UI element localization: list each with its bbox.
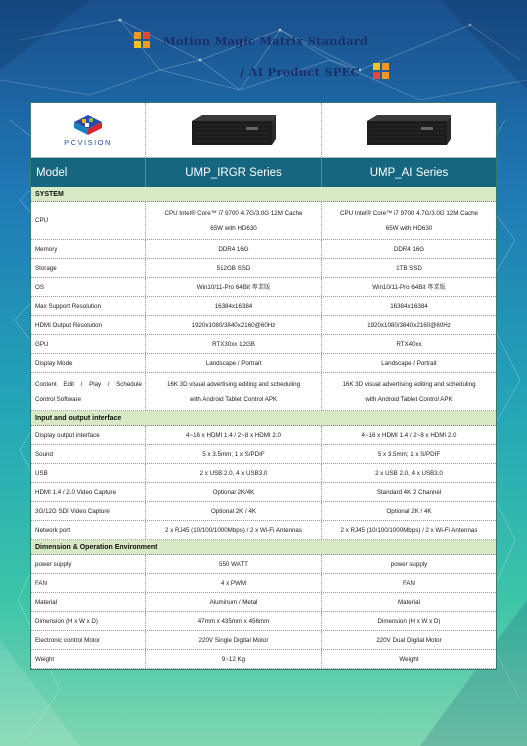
row-label — [31, 278, 146, 296]
row-label — [31, 574, 146, 592]
irgr-value — [146, 373, 322, 410]
irgr-value-line: Optional 2K/4K — [212, 488, 255, 496]
ai-value-line: 16K 3D visual advertising editing and scheduling — [342, 380, 476, 388]
irgr-value-line: Optional 2K / 4K — [210, 507, 257, 515]
row-label-line: USB — [35, 469, 48, 477]
ai-value-line: 1TB SSD — [396, 264, 422, 272]
table-row — [31, 593, 496, 612]
table-row — [31, 650, 496, 669]
ai-value-line: Optional 2K / 4K — [386, 507, 432, 515]
ai-value-line: 5 x 3.5mm; 1 x S/PDIF — [377, 450, 441, 458]
ai-value — [322, 373, 496, 410]
ai-value — [322, 297, 496, 315]
brand-logo-cell — [31, 103, 146, 157]
ai-value-line: RTX40xx — [396, 340, 422, 348]
ai-value — [322, 464, 496, 482]
row-label — [31, 650, 146, 668]
ai-value — [322, 240, 496, 258]
ai-value-line: FAN — [402, 579, 416, 587]
ai-value — [322, 574, 496, 592]
row-label — [31, 259, 146, 277]
ai-value-line: 220V Dual Digital Motor — [376, 636, 442, 644]
brand-logo-text: PCVISION — [64, 137, 112, 147]
irgr-value — [146, 593, 322, 611]
irgr-value — [146, 612, 322, 630]
section-rows — [31, 202, 496, 411]
product-image-ai — [322, 103, 496, 157]
irgr-value — [146, 240, 322, 258]
ai-value — [322, 426, 496, 444]
document-subtitle: / AI Product SPEC — [240, 65, 360, 79]
ai-value-line: Material — [397, 598, 420, 606]
column-header-irgr: UMP_IRGR Series — [146, 158, 322, 187]
row-label — [31, 354, 146, 372]
table-row — [31, 445, 496, 464]
row-label-line: FAN — [35, 579, 48, 587]
ai-value-line: Standard 4K 2 Channel — [376, 488, 442, 496]
ai-value-line: 16384x16384 — [390, 302, 428, 310]
product-image-irgr — [146, 103, 322, 157]
row-label-line: Content Edit / Play / Schedule — [35, 380, 142, 388]
irgr-value — [146, 335, 322, 353]
irgr-value — [146, 650, 322, 668]
irgr-value-line: 220V Single Digital Motor — [198, 636, 269, 644]
spec-table — [30, 102, 497, 670]
ai-value — [322, 202, 496, 239]
ai-value-line: 4~16 x HDMI 1.4 / 2~8 x HDMI 2.0 — [361, 431, 457, 439]
row-label-line: Storage — [35, 264, 57, 272]
irgr-value — [146, 502, 322, 520]
irgr-value-line: 47mm x 435mm x 456mm — [197, 617, 270, 625]
ai-value — [322, 354, 496, 372]
irgr-value — [146, 445, 322, 463]
ai-value — [322, 278, 496, 296]
row-label — [31, 464, 146, 482]
ai-value — [322, 445, 496, 463]
row-label — [31, 373, 146, 410]
row-label-line: OS — [35, 283, 44, 291]
section-header: Dimension & Operation Environment — [31, 540, 496, 555]
irgr-value-line: 5 x 3.5mm; 1 x S/PDIF — [202, 450, 265, 458]
table-row — [31, 335, 496, 354]
row-label-line: Electronic control Motor — [35, 636, 100, 644]
irgr-value-line: 16384x16384 — [214, 302, 253, 310]
row-label-line: Max Support Resolution — [35, 302, 102, 310]
irgr-value — [146, 574, 322, 592]
column-header-ai: UMP_AI Series — [369, 166, 449, 179]
table-row — [31, 259, 496, 278]
table-row — [31, 316, 496, 335]
irgr-value — [146, 426, 322, 444]
irgr-value-line: Win10/11-Pro 64Bit 專業版 — [196, 283, 271, 291]
ai-value-line: 2 x RJ45 (10/100/1000Mbps) / 2 x Wi-Fi Antennas — [340, 526, 478, 534]
ai-value — [322, 650, 496, 668]
ai-value-line: with Android Tablet Control APK — [365, 395, 453, 403]
ai-value-line: CPU Intel® Core™ i7 9700 4.7G/3.0G 12M Cache — [339, 209, 478, 217]
row-label-line: Display output interface — [35, 431, 100, 439]
row-label — [31, 555, 146, 573]
ai-value-line: Dimension (H x W x D) — [377, 617, 441, 625]
row-label — [31, 483, 146, 501]
row-label — [31, 521, 146, 539]
section-header: Input and output interface — [31, 411, 496, 426]
ai-value — [322, 612, 496, 630]
row-label — [31, 426, 146, 444]
ai-value-line: 1920x1080/3840x2160@60Hz — [367, 321, 451, 329]
irgr-value-line: Landscape / Portrait — [205, 359, 262, 367]
irgr-value-line: 9~12 Kg — [221, 655, 246, 663]
row-label — [31, 445, 146, 463]
row-label — [31, 202, 146, 239]
row-label-line: GPU — [35, 340, 49, 348]
ai-value — [322, 259, 496, 277]
row-label — [31, 297, 146, 315]
irgr-value — [146, 316, 322, 334]
table-row — [31, 631, 496, 650]
irgr-value — [146, 483, 322, 501]
computer-case-image — [188, 113, 280, 147]
irgr-value-line: 4 x PWM — [220, 579, 247, 587]
table-row — [31, 483, 496, 502]
row-label-line: HDMI Output Resolution — [35, 321, 103, 329]
row-label-line: Dimension (H x W x D) — [35, 617, 98, 625]
ai-value-line: power supply — [390, 560, 428, 568]
table-row — [31, 521, 496, 540]
ai-value-line: Win10/11-Pro 64Bit 專業版 — [372, 283, 446, 291]
section-rows — [31, 426, 496, 540]
irgr-value-line: 1920x1080/3840x2160@60Hz — [191, 321, 276, 329]
row-label-line: Network port — [35, 526, 71, 534]
irgr-value-line: 4~16 x HDMI 1.4 / 2~8 x HDMI 2.0 — [186, 431, 281, 439]
row-label — [31, 240, 146, 258]
irgr-value — [146, 297, 322, 315]
ai-value-line: 2 x USB 2.0, 4 x USB3.0 — [375, 469, 443, 477]
table-row — [31, 240, 496, 259]
row-label — [31, 335, 146, 353]
table-row — [31, 278, 496, 297]
pcvision-logo-icon — [68, 114, 108, 136]
table-row — [31, 354, 496, 373]
row-label — [31, 316, 146, 334]
irgr-value-line: Aluminum / Metal — [209, 598, 258, 606]
ai-value — [322, 521, 496, 539]
row-label-line: power supply — [35, 560, 72, 568]
ai-value — [322, 502, 496, 520]
row-label-line: Weight — [35, 655, 55, 663]
document-title: Motion Magic Matrix Standard — [163, 34, 369, 48]
section-header: SYSTEM — [31, 187, 496, 202]
irgr-value-line: CPU Intel® Core™ i7 9700 4.7G/3.0G 12M Cache — [164, 209, 303, 217]
irgr-value-line: with Android Tablet Control APK — [189, 395, 278, 403]
table-row — [31, 373, 496, 411]
irgr-value — [146, 555, 322, 573]
irgr-value-line: DDR4 16G — [218, 245, 249, 253]
computer-case-image — [363, 113, 455, 147]
irgr-value — [146, 278, 322, 296]
irgr-value-line: RTX30xx 12GB — [212, 340, 255, 348]
irgr-value — [146, 521, 322, 539]
row-label-line: Control Software — [35, 395, 82, 403]
section-rows — [31, 555, 496, 669]
irgr-value-line: 16K 3D visual advertising editing and scheduling — [166, 380, 301, 388]
row-label-line: 3G/12G SDI Video Capture — [35, 507, 110, 515]
table-row — [31, 574, 496, 593]
ai-value — [322, 335, 496, 353]
row-label-line: Sound — [35, 450, 53, 458]
table-row — [31, 426, 496, 445]
row-label-line: Memory — [35, 245, 58, 253]
ai-value-line: Landscape / Portrait — [381, 359, 437, 367]
table-row — [31, 297, 496, 316]
row-label — [31, 631, 146, 649]
row-label-line: HDMI 1.4 / 2.0 Video Capture — [35, 488, 117, 496]
irgr-value — [146, 202, 322, 239]
product-image-row — [31, 103, 496, 158]
irgr-value-line: 550 WATT — [219, 560, 248, 568]
row-label — [31, 612, 146, 630]
cube-logo-icon — [372, 62, 390, 80]
irgr-value — [146, 464, 322, 482]
row-label — [31, 502, 146, 520]
model-header-row — [31, 158, 496, 187]
ai-value-line: Weight — [399, 655, 419, 663]
ai-value — [322, 631, 496, 649]
ai-value — [322, 483, 496, 501]
table-row — [31, 202, 496, 240]
irgr-value-line: 65W with HD630 — [210, 224, 257, 232]
row-label-line: CPU — [35, 217, 49, 224]
table-row — [31, 502, 496, 521]
row-label — [31, 593, 146, 611]
irgr-value-line: 512GB SSD — [216, 264, 251, 272]
table-row — [31, 555, 496, 574]
table-row — [31, 464, 496, 483]
spec-table-body — [31, 187, 496, 669]
ai-value — [322, 316, 496, 334]
irgr-value — [146, 354, 322, 372]
irgr-value-line: 2 x RJ45 (10/100/1000Mbps) / 2 x Wi-Fi Antennas — [165, 526, 302, 534]
ai-value — [322, 593, 496, 611]
irgr-value-line: 2 x USB 2.0, 4 x USB3.0 — [199, 469, 268, 477]
row-label-line: Material — [35, 598, 58, 606]
cube-logo-icon — [133, 31, 151, 49]
irgr-value — [146, 631, 322, 649]
ai-value — [322, 555, 496, 573]
ai-value-line: 65W with HD630 — [385, 224, 433, 232]
model-label: Model — [31, 158, 146, 187]
table-row — [31, 612, 496, 631]
irgr-value — [146, 259, 322, 277]
row-label-line: Display Mode — [35, 359, 73, 367]
ai-value-line: DDR4 16G — [393, 245, 425, 253]
